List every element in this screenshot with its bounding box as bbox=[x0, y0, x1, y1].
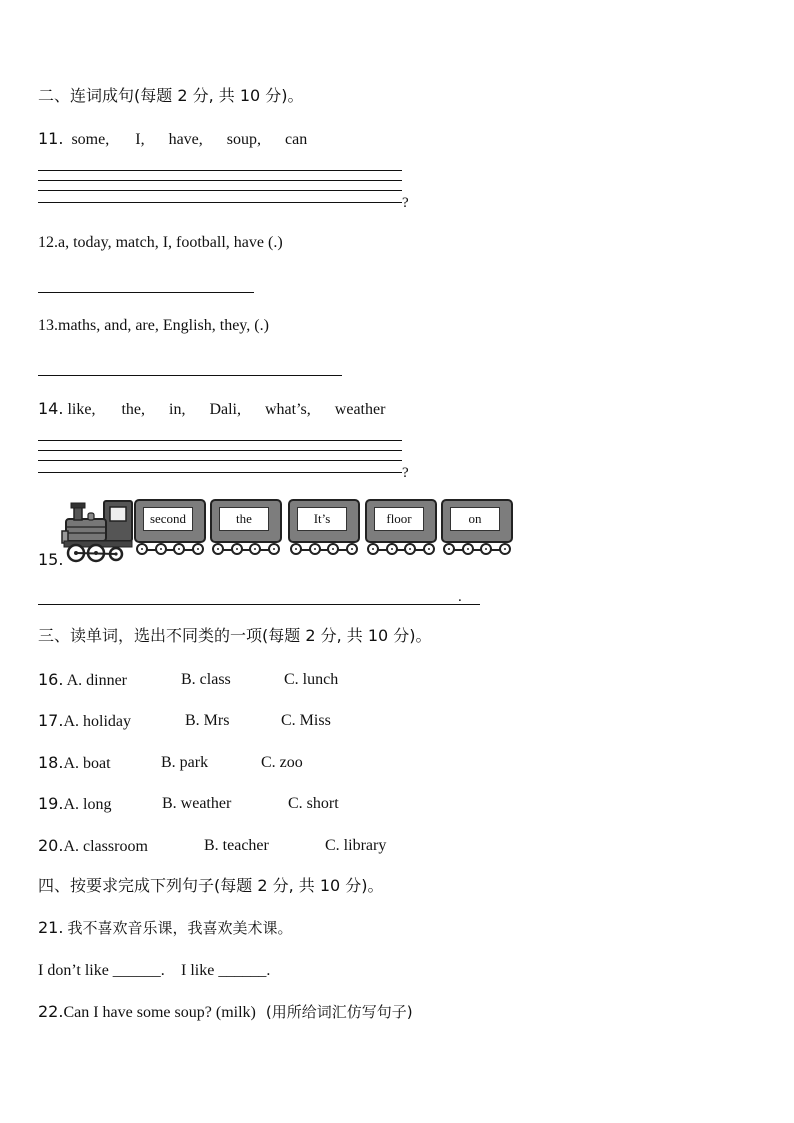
q14-answer-line-1[interactable] bbox=[38, 440, 402, 441]
q20-option-b: B. teacher bbox=[204, 837, 269, 854]
train-car-1 bbox=[134, 499, 206, 557]
q14-word-5: what’s, bbox=[265, 401, 311, 418]
q16-option-c: C. lunch bbox=[284, 671, 339, 688]
train-car-3 bbox=[288, 499, 360, 557]
question-17-number: 17. bbox=[38, 711, 64, 730]
q14-word-1: like, bbox=[67, 401, 96, 418]
q18-option-c: C. zoo bbox=[261, 754, 303, 771]
word-train-illustration bbox=[60, 497, 520, 563]
question-12: 12.a, today, match, I, football, have (.) bbox=[38, 234, 283, 251]
q17-option-a: A. holiday bbox=[63, 713, 131, 730]
q14-answer-line-4[interactable] bbox=[38, 472, 402, 473]
question-20-number: 20. bbox=[38, 836, 64, 855]
question-11-number: 11. bbox=[38, 129, 64, 148]
q17-option-c: C. Miss bbox=[281, 712, 331, 729]
q14-answer-line-3[interactable] bbox=[38, 460, 402, 461]
question-14 bbox=[38, 401, 385, 418]
q20-option-c: C. library bbox=[325, 837, 387, 854]
train-car-5-word: on bbox=[450, 507, 500, 531]
question-14-number: 14. bbox=[38, 399, 64, 418]
q11-word-1: some, bbox=[71, 131, 110, 148]
q17-option-b: B. Mrs bbox=[185, 712, 230, 729]
question-22-number: 22. bbox=[38, 1002, 64, 1021]
q11-word-5: can bbox=[285, 131, 308, 148]
train-car-1-word: second bbox=[143, 507, 193, 531]
q11-answer-line-2[interactable] bbox=[38, 180, 402, 181]
question-22 bbox=[38, 1004, 413, 1021]
question-21-number: 21. bbox=[38, 918, 64, 937]
q12-answer-line[interactable] bbox=[38, 292, 254, 293]
question-22-english: Can I have some soup? (milk) bbox=[63, 1004, 256, 1021]
q14-question-mark: ? bbox=[402, 465, 409, 481]
q15-answer-line[interactable] bbox=[38, 604, 480, 605]
q11-question-mark: ? bbox=[402, 195, 409, 211]
train-car-2 bbox=[210, 499, 282, 557]
question-19-number: 19. bbox=[38, 794, 64, 813]
q16-option-a: A. dinner bbox=[66, 672, 128, 689]
q21-english-part-b[interactable]: I like ______. bbox=[181, 962, 271, 979]
q19-option-b: B. weather bbox=[162, 795, 232, 812]
question-19 bbox=[38, 796, 111, 813]
q20-option-a: A. classroom bbox=[63, 838, 148, 855]
question-18 bbox=[38, 755, 111, 772]
train-car-4 bbox=[365, 499, 437, 557]
q11-word-3: have, bbox=[168, 131, 203, 148]
q14-word-2: the, bbox=[121, 401, 145, 418]
q11-word-2: I, bbox=[135, 131, 145, 148]
q14-word-4: Dali, bbox=[209, 401, 241, 418]
train-car-4-word: floor bbox=[374, 507, 424, 531]
question-15-number: 15. bbox=[38, 550, 64, 569]
q19-option-a: A. long bbox=[63, 796, 112, 813]
section-4-heading: 四、按要求完成下列句子(每题 2 分, 共 10 分)。 bbox=[38, 876, 384, 895]
train-car-2-word: the bbox=[219, 507, 269, 531]
q11-word-4: soup, bbox=[226, 131, 261, 148]
question-11 bbox=[38, 131, 307, 148]
question-22-instruction: (用所给词汇仿写句子) bbox=[265, 1003, 413, 1021]
section-3-heading: 三、读单词，选出不同类的一项(每题 2 分, 共 10 分)。 bbox=[38, 626, 432, 645]
q16-option-b: B. class bbox=[181, 671, 231, 688]
question-21 bbox=[38, 920, 292, 937]
q21-english-part-a[interactable]: I don’t like ______. bbox=[38, 962, 165, 979]
q14-word-6: weather bbox=[334, 401, 386, 418]
q14-word-3: in, bbox=[169, 401, 186, 418]
q14-answer-line-2[interactable] bbox=[38, 450, 402, 451]
question-16 bbox=[38, 672, 127, 689]
question-18-number: 18. bbox=[38, 753, 64, 772]
q11-answer-line-4[interactable] bbox=[38, 202, 402, 203]
q11-answer-line-1[interactable] bbox=[38, 170, 402, 171]
question-17 bbox=[38, 713, 131, 730]
q15-period: . bbox=[458, 589, 462, 605]
question-13: 13.maths, and, are, English, they, (.) bbox=[38, 317, 269, 334]
question-21-chinese: 我不喜欢音乐课，我喜欢美术课。 bbox=[67, 919, 293, 937]
q13-answer-line[interactable] bbox=[38, 375, 342, 376]
question-20 bbox=[38, 838, 148, 855]
q18-option-b: B. park bbox=[161, 754, 209, 771]
train-car-5 bbox=[441, 499, 513, 557]
question-16-number: 16. bbox=[38, 670, 64, 689]
train-car-3-word: It’s bbox=[297, 507, 347, 531]
locomotive-icon bbox=[60, 497, 134, 563]
q19-option-c: C. short bbox=[288, 795, 339, 812]
q11-answer-line-3[interactable] bbox=[38, 190, 402, 191]
q18-option-a: A. boat bbox=[63, 755, 111, 772]
section-2-heading: 二、连词成句(每题 2 分, 共 10 分)。 bbox=[38, 86, 304, 105]
